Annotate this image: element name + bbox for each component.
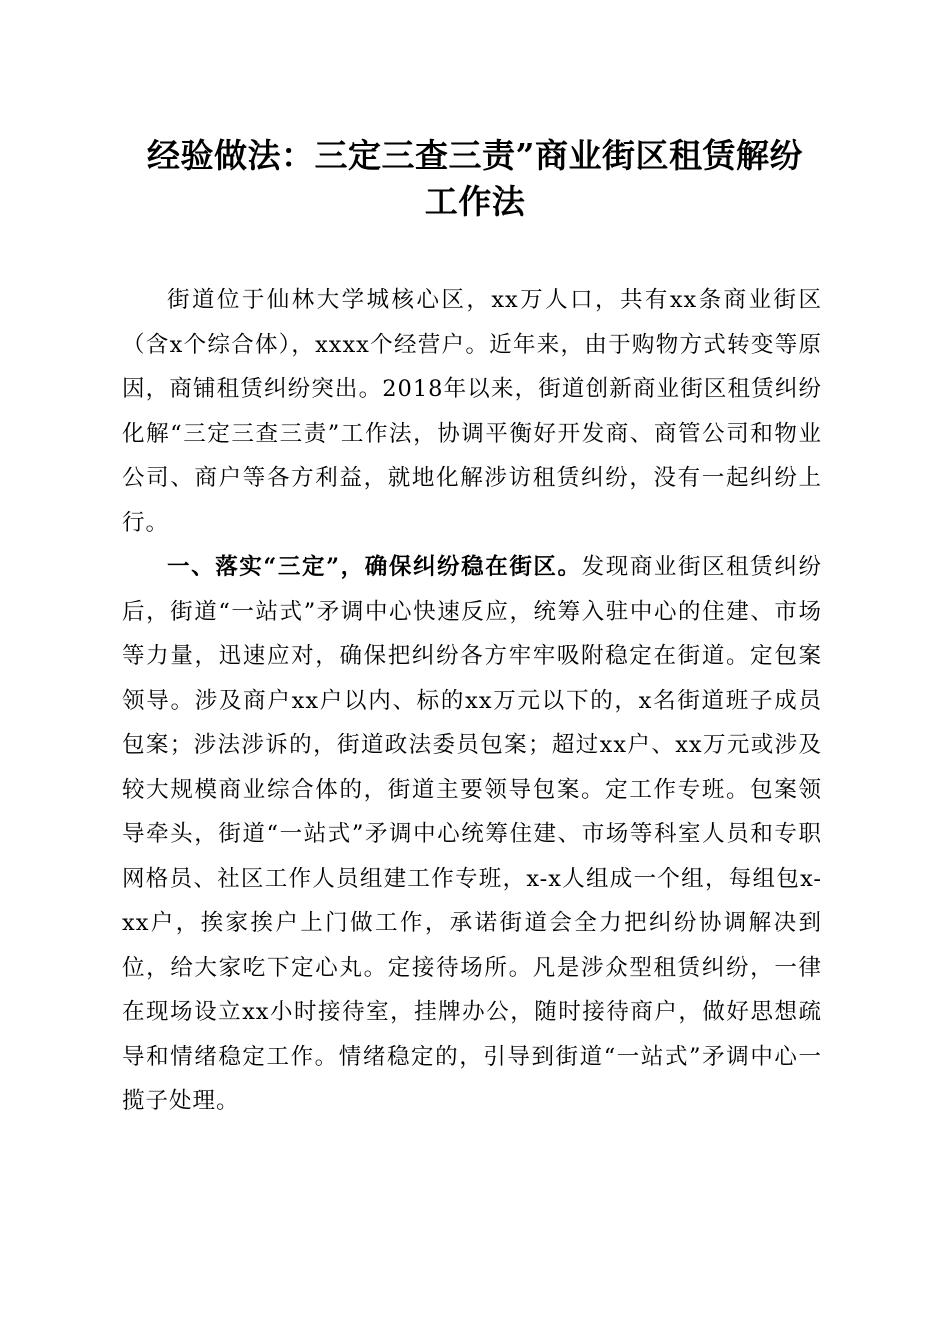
intro-paragraph: [122, 278, 822, 545]
section-one-heading: 一、落实“三定”，确保纠纷稳在街区。: [167, 554, 582, 580]
title-line-1: 经验做法：三定三查三责”商业街区租赁解纷: [147, 136, 803, 175]
document-body: [122, 278, 822, 1124]
title-line-2: 工作法: [424, 182, 526, 221]
document-title: [110, 133, 840, 225]
section-one-text: 发现商业街区租赁纠纷后，街道“一站式”矛调中心快速反应，统筹入驻中心的住建、市场等力量，迅速应对，确保把纠纷各方牢牢吸附稳定在街道。定包案领导。涉及商户xx户以内、标的xx万元以下的，x名街道班子成员包案；涉法涉诉的，街道政法委员包案；超过xx户、xx万元或涉及较大规模商业综合体的，街道主要领导包案。定工作专班。包案领导牵头，街道“一站式”矛调中心统筹住建、市场等科室人员和专职网格员、社区工作人员组建工作专班，x-x人组成一个组，每组包x-xx户，挨家挨户上门做工作，承诺街道会全力把纠纷协调解决到位，给大家吃下定心丸。定接待场所。凡是涉众型租赁纠纷，一律在现场设立xx小时接待室，挂牌办公，随时接待商户，做好思想疏导和情绪稳定工作。情绪稳定的，引导到街道“一站式”矛调中心一揽子处理。: [122, 554, 822, 1114]
intro-paragraph-text: 街道位于仙林大学城核心区，xx万人口，共有xx条商业街区（含x个综合体），xxxx个经营户。近年来，由于购物方式转变等原因，商铺租赁纠纷突出。2018年以来，街道创新商业街区租赁纠纷化解“三定三查三责”工作法，协调平衡好开发商、商管公司和物业公司、商户等各方利益，就地化解涉访租赁纠纷，没有一起纠纷上行。: [122, 287, 822, 536]
section-one-paragraph: [122, 545, 822, 1124]
